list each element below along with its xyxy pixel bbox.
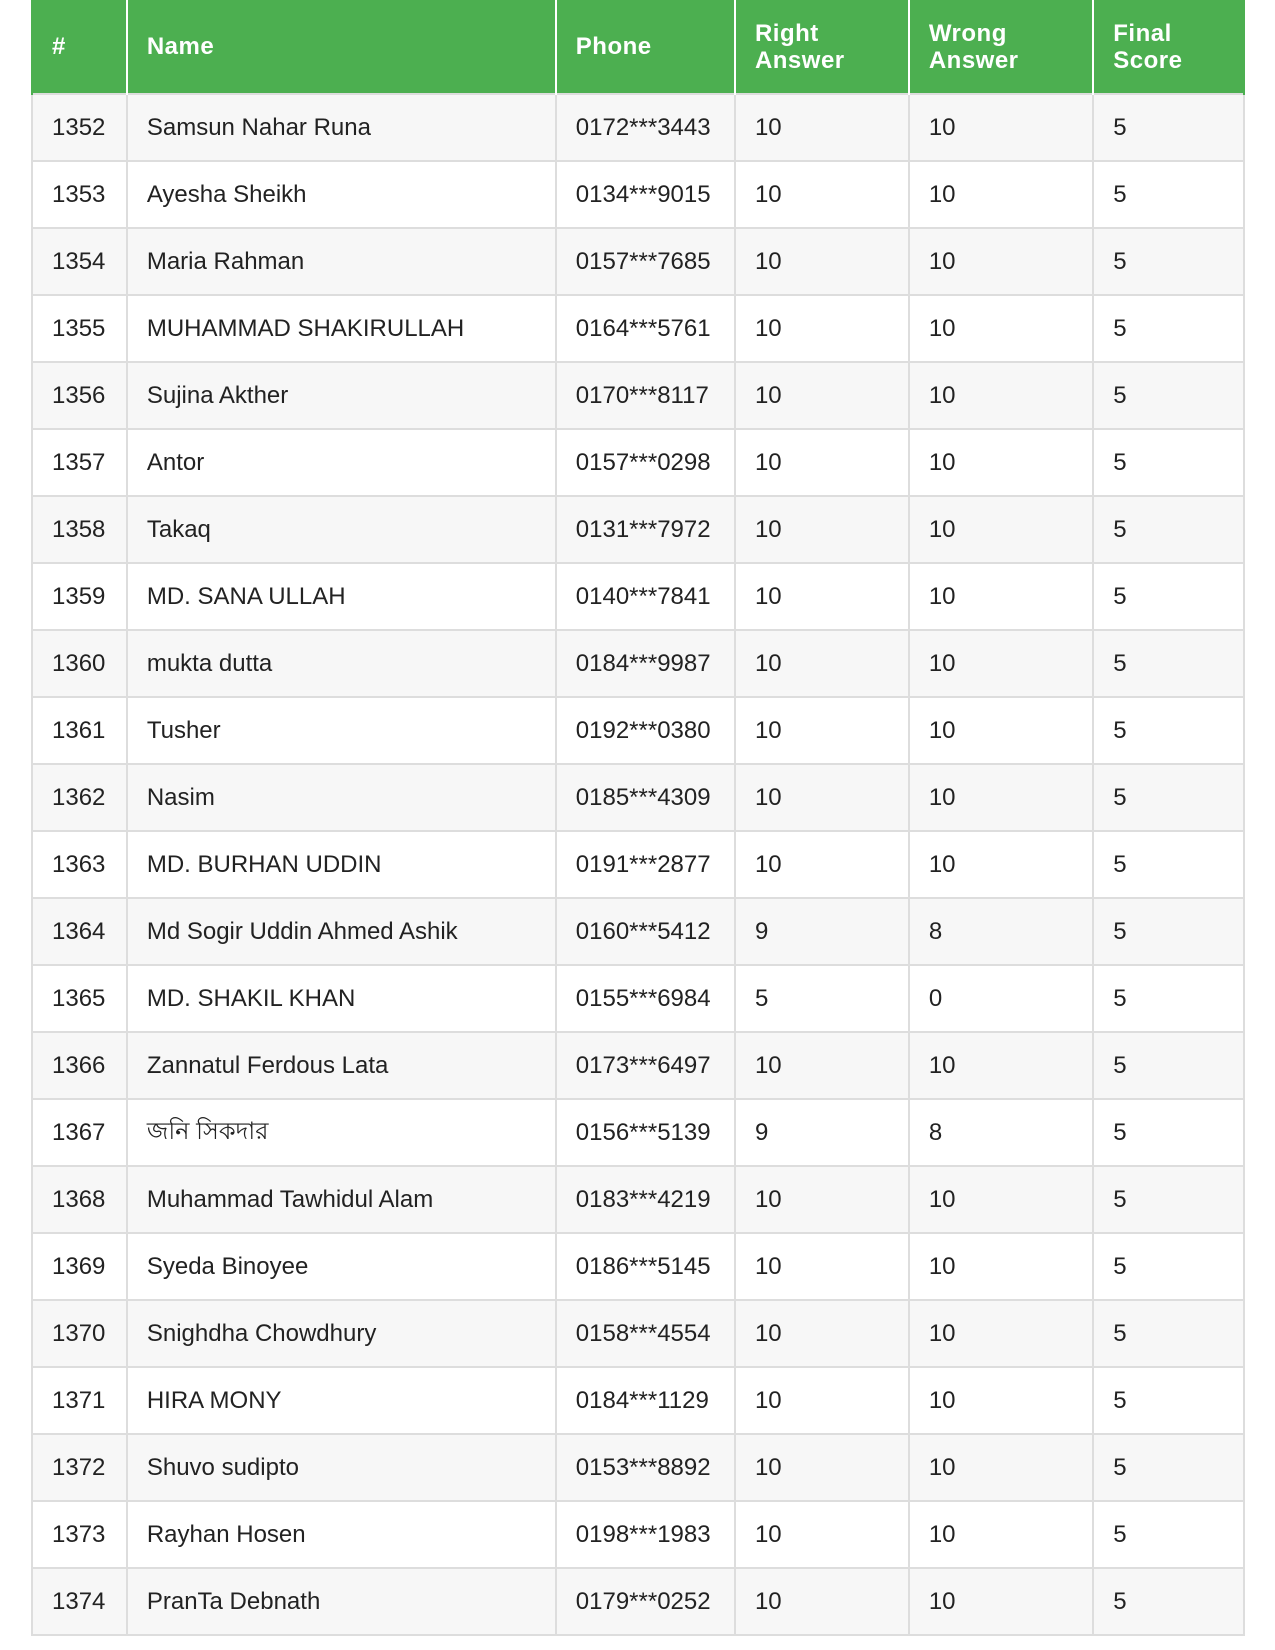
cell-right: 9 bbox=[735, 1099, 909, 1166]
cell-name: Syeda Binoyee bbox=[127, 1233, 556, 1300]
cell-score: 5 bbox=[1093, 228, 1244, 295]
table-row bbox=[32, 1166, 1244, 1233]
cell-id: 1355 bbox=[32, 295, 127, 362]
table-row bbox=[32, 898, 1244, 965]
cell-wrong: 10 bbox=[909, 362, 1093, 429]
table-row bbox=[32, 228, 1244, 295]
cell-id: 1358 bbox=[32, 496, 127, 563]
cell-right: 10 bbox=[735, 1434, 909, 1501]
cell-wrong: 10 bbox=[909, 94, 1093, 161]
cell-wrong: 10 bbox=[909, 563, 1093, 630]
cell-phone: 0134***9015 bbox=[556, 161, 735, 228]
cell-wrong: 0 bbox=[909, 965, 1093, 1032]
table-row bbox=[32, 94, 1244, 161]
cell-right: 10 bbox=[735, 1568, 909, 1635]
cell-name: Shuvo sudipto bbox=[127, 1434, 556, 1501]
cell-id: 1374 bbox=[32, 1568, 127, 1635]
cell-name: Zannatul Ferdous Lata bbox=[127, 1032, 556, 1099]
cell-right: 9 bbox=[735, 898, 909, 965]
cell-phone: 0157***0298 bbox=[556, 429, 735, 496]
cell-phone: 0191***2877 bbox=[556, 831, 735, 898]
cell-wrong: 10 bbox=[909, 831, 1093, 898]
cell-id: 1352 bbox=[32, 94, 127, 161]
cell-name: Antor bbox=[127, 429, 556, 496]
cell-phone: 0140***7841 bbox=[556, 563, 735, 630]
cell-wrong: 10 bbox=[909, 228, 1093, 295]
cell-name: Rayhan Hosen bbox=[127, 1501, 556, 1568]
cell-wrong: 10 bbox=[909, 161, 1093, 228]
cell-name: MUHAMMAD SHAKIRULLAH bbox=[127, 295, 556, 362]
cell-name: MD. SHAKIL KHAN bbox=[127, 965, 556, 1032]
cell-right: 10 bbox=[735, 94, 909, 161]
cell-right: 10 bbox=[735, 1300, 909, 1367]
table-row bbox=[32, 429, 1244, 496]
cell-name: Samsun Nahar Runa bbox=[127, 94, 556, 161]
cell-id: 1359 bbox=[32, 563, 127, 630]
table-row bbox=[32, 1568, 1244, 1635]
cell-phone: 0183***4219 bbox=[556, 1166, 735, 1233]
table-body bbox=[32, 94, 1244, 1635]
cell-name: HIRA MONY bbox=[127, 1367, 556, 1434]
cell-phone: 0185***4309 bbox=[556, 764, 735, 831]
table-row bbox=[32, 1367, 1244, 1434]
cell-score: 5 bbox=[1093, 362, 1244, 429]
cell-id: 1360 bbox=[32, 630, 127, 697]
cell-name: Muhammad Tawhidul Alam bbox=[127, 1166, 556, 1233]
cell-score: 5 bbox=[1093, 563, 1244, 630]
cell-name: জনি সিকদার bbox=[127, 1099, 556, 1166]
cell-phone: 0164***5761 bbox=[556, 295, 735, 362]
cell-score: 5 bbox=[1093, 965, 1244, 1032]
cell-score: 5 bbox=[1093, 1300, 1244, 1367]
table-row bbox=[32, 1099, 1244, 1166]
table-row bbox=[32, 496, 1244, 563]
cell-name: Maria Rahman bbox=[127, 228, 556, 295]
cell-phone: 0131***7972 bbox=[556, 496, 735, 563]
cell-name: Ayesha Sheikh bbox=[127, 161, 556, 228]
table-row bbox=[32, 1501, 1244, 1568]
table-row bbox=[32, 831, 1244, 898]
cell-phone: 0158***4554 bbox=[556, 1300, 735, 1367]
table-header bbox=[32, 0, 1244, 94]
cell-right: 10 bbox=[735, 630, 909, 697]
cell-id: 1361 bbox=[32, 697, 127, 764]
column-header-right: Right Answer bbox=[735, 0, 909, 94]
cell-wrong: 10 bbox=[909, 630, 1093, 697]
cell-id: 1367 bbox=[32, 1099, 127, 1166]
column-header-wrong: Wrong Answer bbox=[909, 0, 1093, 94]
cell-id: 1356 bbox=[32, 362, 127, 429]
cell-id: 1354 bbox=[32, 228, 127, 295]
cell-name: Snighdha Chowdhury bbox=[127, 1300, 556, 1367]
cell-phone: 0184***1129 bbox=[556, 1367, 735, 1434]
cell-id: 1372 bbox=[32, 1434, 127, 1501]
table-row bbox=[32, 563, 1244, 630]
cell-phone: 0186***5145 bbox=[556, 1233, 735, 1300]
header-row bbox=[32, 0, 1244, 94]
cell-right: 10 bbox=[735, 831, 909, 898]
cell-name: PranTa Debnath bbox=[127, 1568, 556, 1635]
table-row bbox=[32, 965, 1244, 1032]
cell-right: 10 bbox=[735, 1166, 909, 1233]
cell-score: 5 bbox=[1093, 1568, 1244, 1635]
column-header-score: Final Score bbox=[1093, 0, 1244, 94]
cell-score: 5 bbox=[1093, 1367, 1244, 1434]
cell-id: 1366 bbox=[32, 1032, 127, 1099]
cell-id: 1362 bbox=[32, 764, 127, 831]
cell-id: 1370 bbox=[32, 1300, 127, 1367]
table-row bbox=[32, 630, 1244, 697]
cell-right: 10 bbox=[735, 1233, 909, 1300]
cell-id: 1373 bbox=[32, 1501, 127, 1568]
cell-wrong: 10 bbox=[909, 1568, 1093, 1635]
table-row bbox=[32, 697, 1244, 764]
cell-right: 10 bbox=[735, 697, 909, 764]
table-row bbox=[32, 764, 1244, 831]
cell-name: mukta dutta bbox=[127, 630, 556, 697]
cell-wrong: 10 bbox=[909, 764, 1093, 831]
cell-score: 5 bbox=[1093, 1099, 1244, 1166]
cell-id: 1357 bbox=[32, 429, 127, 496]
cell-score: 5 bbox=[1093, 764, 1244, 831]
table-row bbox=[32, 1233, 1244, 1300]
cell-right: 10 bbox=[735, 563, 909, 630]
cell-wrong: 8 bbox=[909, 898, 1093, 965]
table-row bbox=[32, 1032, 1244, 1099]
table-row bbox=[32, 161, 1244, 228]
cell-score: 5 bbox=[1093, 1032, 1244, 1099]
cell-right: 10 bbox=[735, 295, 909, 362]
cell-name: Sujina Akther bbox=[127, 362, 556, 429]
table-row bbox=[32, 362, 1244, 429]
cell-phone: 0170***8117 bbox=[556, 362, 735, 429]
table-row bbox=[32, 1300, 1244, 1367]
cell-right: 10 bbox=[735, 1501, 909, 1568]
cell-wrong: 10 bbox=[909, 1300, 1093, 1367]
cell-id: 1369 bbox=[32, 1233, 127, 1300]
cell-wrong: 8 bbox=[909, 1099, 1093, 1166]
cell-id: 1365 bbox=[32, 965, 127, 1032]
cell-wrong: 10 bbox=[909, 697, 1093, 764]
cell-id: 1368 bbox=[32, 1166, 127, 1233]
cell-score: 5 bbox=[1093, 94, 1244, 161]
cell-id: 1371 bbox=[32, 1367, 127, 1434]
cell-right: 10 bbox=[735, 228, 909, 295]
cell-phone: 0172***3443 bbox=[556, 94, 735, 161]
cell-right: 10 bbox=[735, 161, 909, 228]
cell-phone: 0192***0380 bbox=[556, 697, 735, 764]
cell-wrong: 10 bbox=[909, 1032, 1093, 1099]
results-table bbox=[31, 0, 1245, 1636]
cell-name: MD. SANA ULLAH bbox=[127, 563, 556, 630]
cell-right: 10 bbox=[735, 362, 909, 429]
column-header-name: Name bbox=[127, 0, 556, 94]
cell-score: 5 bbox=[1093, 898, 1244, 965]
cell-score: 5 bbox=[1093, 1233, 1244, 1300]
cell-id: 1364 bbox=[32, 898, 127, 965]
column-header-phone: Phone bbox=[556, 0, 735, 94]
cell-name: MD. BURHAN UDDIN bbox=[127, 831, 556, 898]
table-row bbox=[32, 1434, 1244, 1501]
cell-id: 1353 bbox=[32, 161, 127, 228]
cell-name: Md Sogir Uddin Ahmed Ashik bbox=[127, 898, 556, 965]
cell-name: Tusher bbox=[127, 697, 556, 764]
cell-score: 5 bbox=[1093, 697, 1244, 764]
cell-score: 5 bbox=[1093, 295, 1244, 362]
cell-right: 10 bbox=[735, 496, 909, 563]
cell-score: 5 bbox=[1093, 1434, 1244, 1501]
cell-right: 10 bbox=[735, 764, 909, 831]
cell-phone: 0160***5412 bbox=[556, 898, 735, 965]
cell-wrong: 10 bbox=[909, 1434, 1093, 1501]
cell-score: 5 bbox=[1093, 1166, 1244, 1233]
cell-name: Takaq bbox=[127, 496, 556, 563]
cell-score: 5 bbox=[1093, 1501, 1244, 1568]
cell-phone: 0173***6497 bbox=[556, 1032, 735, 1099]
cell-score: 5 bbox=[1093, 161, 1244, 228]
cell-phone: 0156***5139 bbox=[556, 1099, 735, 1166]
cell-score: 5 bbox=[1093, 496, 1244, 563]
cell-wrong: 10 bbox=[909, 496, 1093, 563]
cell-wrong: 10 bbox=[909, 295, 1093, 362]
cell-wrong: 10 bbox=[909, 1233, 1093, 1300]
cell-right: 10 bbox=[735, 429, 909, 496]
cell-wrong: 10 bbox=[909, 429, 1093, 496]
table-row bbox=[32, 295, 1244, 362]
cell-right: 5 bbox=[735, 965, 909, 1032]
cell-score: 5 bbox=[1093, 630, 1244, 697]
cell-phone: 0153***8892 bbox=[556, 1434, 735, 1501]
cell-phone: 0198***1983 bbox=[556, 1501, 735, 1568]
cell-score: 5 bbox=[1093, 831, 1244, 898]
cell-right: 10 bbox=[735, 1367, 909, 1434]
cell-wrong: 10 bbox=[909, 1166, 1093, 1233]
cell-name: Nasim bbox=[127, 764, 556, 831]
cell-wrong: 10 bbox=[909, 1501, 1093, 1568]
cell-right: 10 bbox=[735, 1032, 909, 1099]
cell-phone: 0155***6984 bbox=[556, 965, 735, 1032]
cell-wrong: 10 bbox=[909, 1367, 1093, 1434]
cell-phone: 0179***0252 bbox=[556, 1568, 735, 1635]
column-header-id: # bbox=[32, 0, 127, 94]
cell-id: 1363 bbox=[32, 831, 127, 898]
cell-score: 5 bbox=[1093, 429, 1244, 496]
cell-phone: 0157***7685 bbox=[556, 228, 735, 295]
cell-phone: 0184***9987 bbox=[556, 630, 735, 697]
